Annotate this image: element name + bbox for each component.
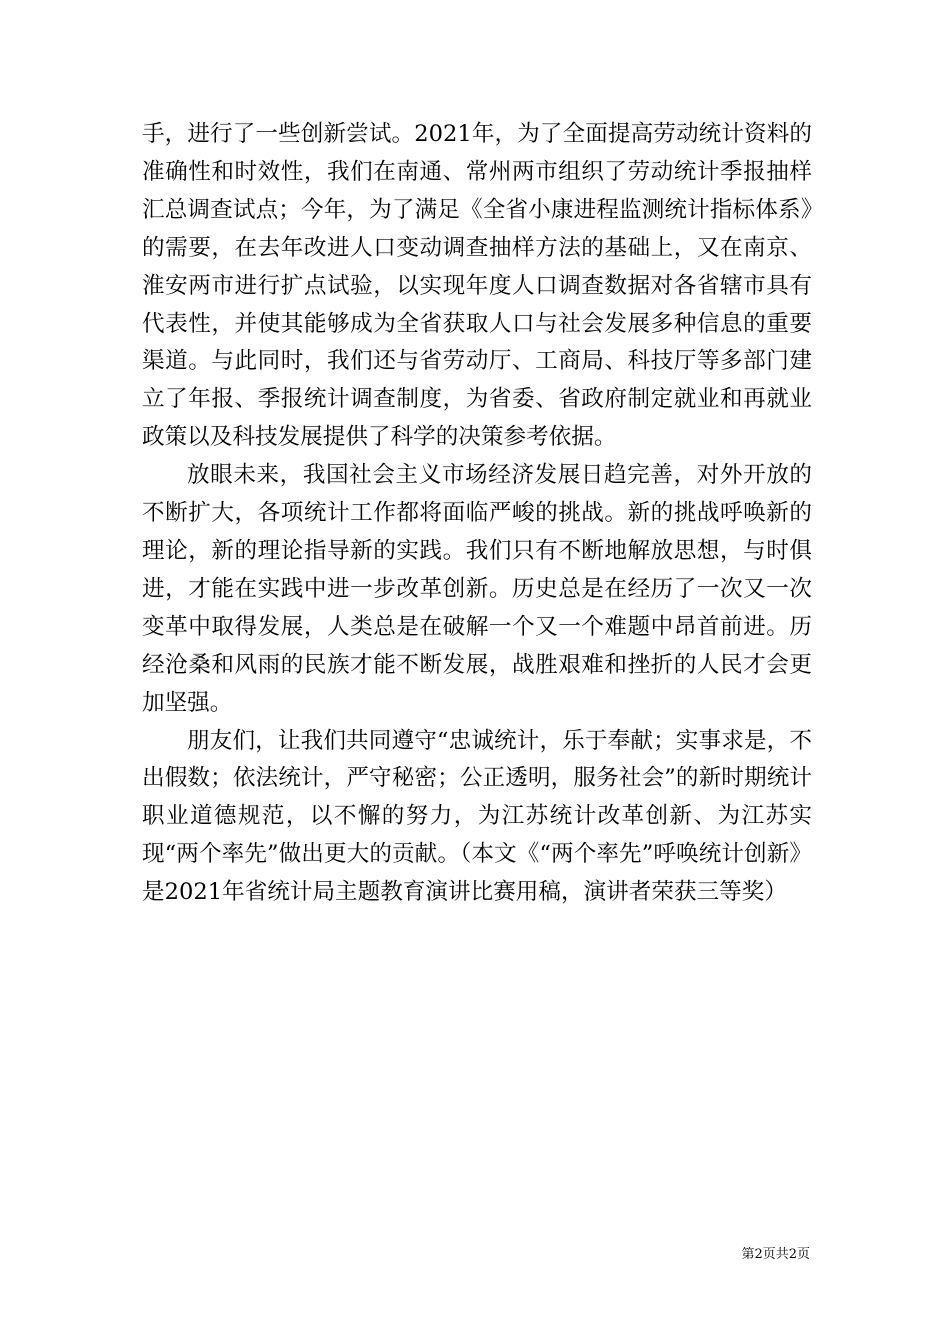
paragraph-1: 手，进行了一些创新尝试。2021年，为了全面提高劳动统计资料的准确性和时效性，我们在南通、常州两市组织了劳动统计季报抽样汇总调查试点；今年，为了满足《全省小康进程监测统计指标体系》的需要，在去年改进人口变动调查抽样方法的基础上，又在南京、淮安两市进行扩点试验，以实现年度人口调查数据对各省辖市具有代表性，并使其能够成为全省获取人口与社会发展多种信息的重要渠道。与此同时，我们还与省劳动厅、工商局、科技厅等多部门建立了年报、季报统计调查制度，为省委、省政府制定就业和再就业政策以及科技发展提供了科学的决策参考依据。 bbox=[142, 121, 812, 451]
page-number-footer: 第2页共2页 bbox=[741, 1247, 810, 1262]
paragraph-2: 放眼未来，我国社会主义市场经济发展日趋完善，对外开放的不断扩大，各项统计工作都将面临严峻的挑战。新的挑战呼唤新的理论，新的理论指导新的实践。我们只有不断地解放思想，与时俱进，才能在实践中进一步改革创新。历史总是在经历了一次又一次变革中取得发展，人类总是在破解一个又一个难题中昂首前进。历经沧桑和风雨的民族才能不断发展，战胜艰难和挫折的人民才会更加坚强。 bbox=[142, 462, 812, 716]
document-body bbox=[142, 116, 812, 912]
paragraph-3: 朋友们，让我们共同遵守“忠诚统计，乐于奉献；实事求是，不出假数；依法统计，严守秘密；公正透明，服务社会”的新时期统计职业道德规范，以不懈的努力，为江苏统计改革创新、为江苏实现“两个率先”做出更大的贡献。（本文《“两个率先”呼唤统计创新》是2021年省统计局主题教育演讲比赛用稿，演讲者荣获三等奖） bbox=[142, 727, 812, 906]
